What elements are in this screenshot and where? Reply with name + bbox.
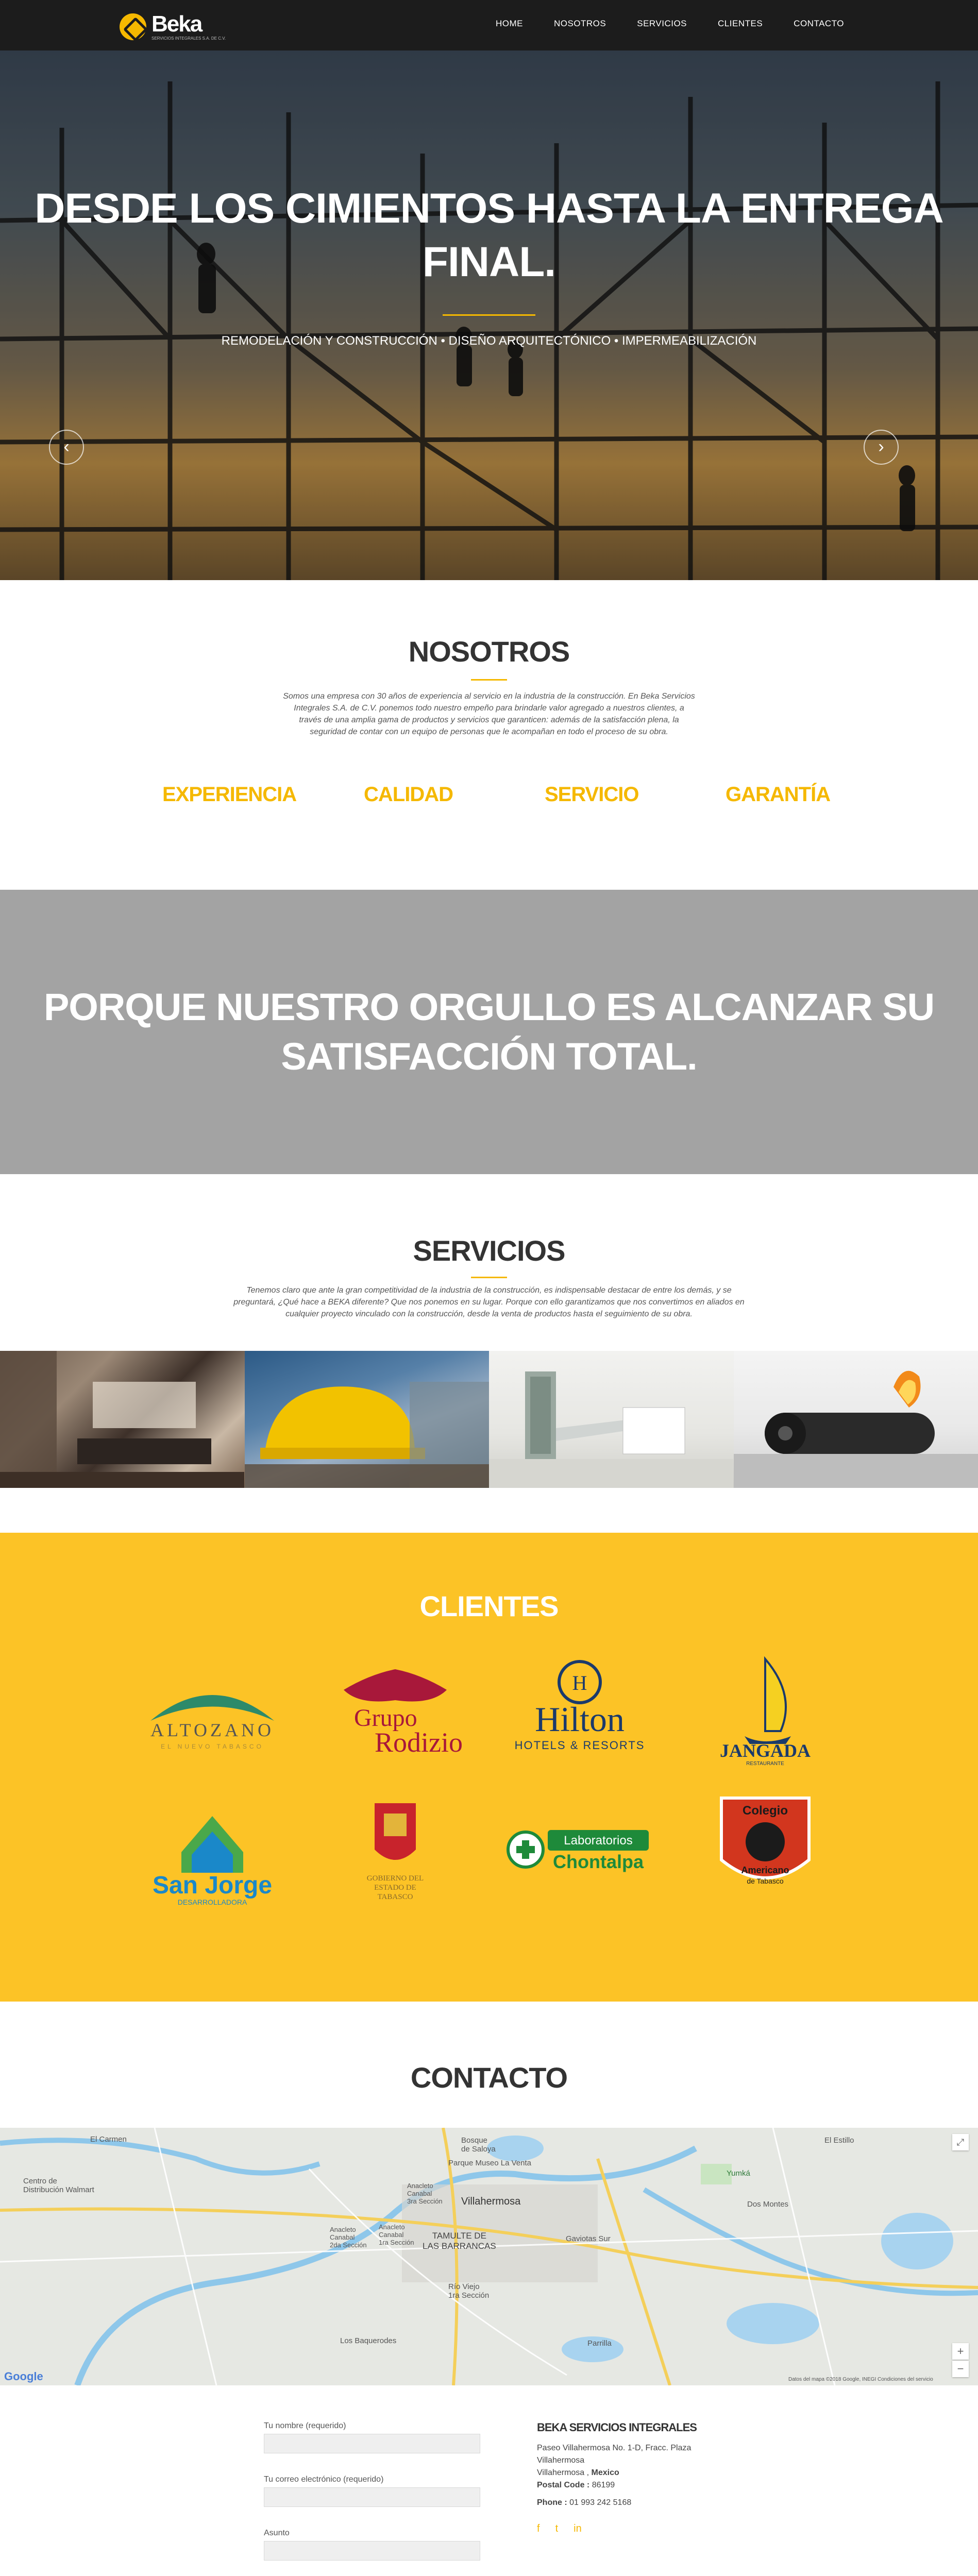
hero-title-line2: FINAL. [422, 239, 556, 285]
gobierno-line2: ESTADO DE [374, 1884, 416, 1892]
phone-row [537, 2497, 733, 2509]
banner-line2: SATISFACCIÓN TOTAL. [281, 1035, 697, 1078]
postal-row [537, 2479, 733, 2492]
feature-experiencia: EXPERIENCIA [162, 783, 297, 806]
gallery-interior-image[interactable] [0, 1351, 245, 1488]
map-label-yumka: Yumká [727, 2169, 750, 2178]
hero-title-line1: DESDE LOS CIMIENTOS HASTA LA ENTREGA [35, 185, 943, 232]
colegio-mark [688, 1788, 842, 1901]
nosotros-title: NOSOTROS [408, 635, 570, 668]
nav-servicios[interactable]: SERVICIOS [637, 19, 687, 28]
map-label-parrilla: Parrilla [587, 2339, 612, 2348]
colegio-word1: Colegio [743, 1804, 788, 1818]
architecture-illustration [489, 1351, 733, 1488]
nav-clientes[interactable]: CLIENTES [718, 19, 763, 28]
address-country: Mexico [591, 2468, 619, 2477]
clientes-title: CLIENTES [419, 1590, 559, 1622]
linkedin-icon[interactable]: in [574, 2523, 582, 2534]
sanjorge-mark [135, 1795, 290, 1909]
slider-next-icon[interactable]: › [864, 430, 899, 465]
address-city: Villahermosa , [537, 2468, 589, 2477]
name-label: Tu nombre (requerido) [264, 2421, 346, 2430]
features-row [0, 783, 978, 814]
altozano-tagline: EL NUEVO TABASCO [161, 1743, 264, 1750]
gobierno-mark [318, 1793, 473, 1906]
email-label: Tu correo electrónico (requerido) [264, 2475, 384, 2484]
laboratorios-word2: Chontalpa [553, 1851, 644, 1872]
slider-prev-icon[interactable]: ‹ [49, 430, 84, 465]
map-label-bosque: Bosque de Saloya [461, 2136, 496, 2154]
sanjorge-name: San Jorge [152, 1872, 273, 1899]
helmet-illustration [245, 1351, 489, 1488]
interior-illustration [0, 1351, 244, 1488]
hilton-mark [502, 1654, 657, 1767]
gallery-helmet-image[interactable] [245, 1351, 490, 1488]
phone-label: Phone : [537, 2498, 567, 2507]
subject-input[interactable] [264, 2541, 480, 2561]
map-label-villahermosa: Villahermosa [461, 2196, 521, 2207]
gallery-architecture-image[interactable] [489, 1351, 734, 1488]
address-line2: Villahermosa [537, 2456, 585, 2465]
map-label-anacleto1: Anacleto Canabal 1ra Sección [379, 2223, 414, 2246]
logo-subtitle: SERVICIOS INTEGRALES S.A. DE C.V. [151, 36, 226, 41]
nosotros-text: Somos una empresa con 30 años de experiencia al servicio en la industria de la construcción. En Beka Servicios Integrales S.A. de C.V. ponemos todo nuestro empeño para brindarle valor agregado a nuestros clientes, a través de una amplia gama de productos y servicios que garanticen: además de la satisfacción plena, la seguridad de contar con un equipo de personas que le acompañan en todo el proceso de su obra. [283, 692, 695, 736]
address-line1: Paseo Villahermosa No. 1-D, Fracc. Plaza [537, 2444, 692, 2452]
feature-servicio: SERVICIO [545, 783, 639, 806]
map-attribution[interactable]: Datos del mapa ©2018 Google, INEGI Condiciones del servicio [788, 2377, 933, 2382]
hero-title [0, 182, 978, 289]
map-label-estillo: El Estillo [824, 2136, 854, 2145]
address-city-row [537, 2467, 733, 2479]
client-jangada-logo[interactable] [688, 1654, 842, 1767]
client-sanjorge-logo[interactable] [135, 1795, 290, 1909]
client-hilton-logo[interactable] [502, 1654, 657, 1767]
twitter-icon[interactable]: t [555, 2523, 559, 2534]
logo-icon [120, 13, 146, 40]
map-label-dosmontes: Dos Montes [747, 2200, 789, 2209]
map-zoom-out-icon[interactable]: − [952, 2361, 969, 2377]
company-name: BEKA SERVICIOS INTEGRALES [537, 2421, 697, 2434]
roofing-illustration [734, 1351, 978, 1488]
google-logo: Google [4, 2370, 43, 2383]
nav-nosotros[interactable]: NOSOTROS [553, 19, 606, 28]
brand-logo[interactable] [120, 11, 226, 42]
servicios-gallery [0, 1351, 978, 1488]
client-colegio-logo[interactable] [688, 1788, 842, 1901]
colegio-word3: de Tabasco [747, 1877, 784, 1885]
satisfaction-banner [0, 890, 978, 1174]
hilton-name: Hilton [535, 1700, 625, 1739]
clientes-section [0, 1533, 978, 2002]
servicios-divider [471, 1277, 507, 1278]
jangada-name: JANGADA [720, 1740, 811, 1761]
map-label-carmen: El Carmen [90, 2135, 127, 2144]
hero-divider [443, 314, 535, 316]
jangada-mark [688, 1654, 842, 1767]
sanjorge-tagline: DESARROLLADORA [177, 1898, 247, 1906]
main-nav [496, 19, 844, 29]
map-label-anacleto2: Anacleto Canabal 2da Sección [330, 2226, 367, 2249]
client-altozano-logo[interactable] [135, 1664, 290, 1777]
contacto-title: CONTACTO [410, 2061, 568, 2094]
rodizio-mark [318, 1659, 473, 1772]
nosotros-divider [471, 679, 507, 681]
subject-label: Asunto [264, 2529, 290, 2537]
map-label-parque: Parque Museo La Venta [448, 2159, 531, 2167]
hilton-tagline: HOTELS & RESORTS [514, 1739, 645, 1752]
site-header [0, 0, 978, 50]
laboratorios-word1: Laboratorios [564, 1834, 633, 1848]
jangada-tagline: RESTAURANTE [746, 1761, 784, 1767]
servicios-title: SERVICIOS [413, 1234, 565, 1267]
altozano-mark [135, 1664, 290, 1777]
gobierno-line1: GOBIERNO DEL [366, 1874, 424, 1883]
client-laboratorios-logo[interactable] [502, 1793, 657, 1906]
altozano-name: ALTOZANO [150, 1720, 275, 1740]
map-label-walmart: Centro de Distribución Walmart [23, 2177, 94, 2194]
servicios-text: Tenemos claro que ante la gran competitividad de la industria de la construcción, es indispensable destacar de entre los demás, y se preguntará, ¿Qué hace a BEKA diferente? Que nos ponemos en su lugar. Porque con ello garantizamos que nos convertimos en aliados en cualquier proyecto vinculado con la construcción, desde la venta de productos hasta el seguimiento de su obra. [233, 1286, 745, 1318]
location-map[interactable] [0, 2128, 978, 2385]
facebook-icon[interactable]: f [537, 2523, 540, 2534]
email-input[interactable] [264, 2487, 480, 2507]
map-label-baquerodes: Los Baquerodes [340, 2336, 397, 2345]
rodizio-word1: Grupo [354, 1704, 417, 1732]
banner-text [0, 982, 978, 1081]
svg-text:H: H [572, 1671, 587, 1694]
phone-number: 01 993 242 5168 [569, 2498, 632, 2507]
name-input[interactable] [264, 2434, 480, 2453]
banner-line1: PORQUE NUESTRO ORGULLO ES ALCANZAR SU [43, 986, 935, 1028]
client-rodizio-logo[interactable] [318, 1659, 473, 1772]
nav-home[interactable]: HOME [495, 19, 523, 28]
feature-garantia: GARANTÍA [726, 783, 831, 806]
client-gobierno-logo[interactable] [318, 1793, 473, 1906]
nav-contacto[interactable]: CONTACTO [794, 19, 844, 28]
gobierno-line3: TABASCO [377, 1893, 413, 1901]
map-label-anacleto3: Anacleto Canabal 3ra Sección [407, 2182, 443, 2205]
map-label-gaviotas: Gaviotas Sur [566, 2234, 611, 2243]
colegio-word2: Americano [741, 1865, 789, 1875]
rodizio-word2: Rodizio [375, 1727, 463, 1758]
map-zoom-in-icon[interactable]: + [952, 2343, 969, 2360]
logo-text: Beka [151, 11, 202, 37]
map-label-tamulte: TAMULTE DE LAS BARRANCAS [423, 2231, 496, 2251]
postal-code: 86199 [592, 2481, 615, 2489]
laboratorios-mark [502, 1793, 657, 1906]
hero-slider [0, 50, 978, 580]
contact-info [537, 2421, 733, 2535]
social-links [537, 2522, 733, 2535]
map-fullscreen-icon[interactable]: ⤢ [952, 2134, 969, 2150]
gallery-waterproofing-image[interactable] [734, 1351, 978, 1488]
hero-subtitle: REMODELACIÓN Y CONSTRUCCIÓN • DISEÑO ARQUITECTÓNICO • IMPERMEABILIZACIÓN [221, 334, 757, 348]
contact-form [264, 2421, 480, 2576]
postal-label: Postal Code : [537, 2481, 590, 2489]
map-label-rioviejo: Río Viejo 1ra Sección [448, 2282, 490, 2300]
feature-calidad: CALIDAD [364, 783, 453, 806]
